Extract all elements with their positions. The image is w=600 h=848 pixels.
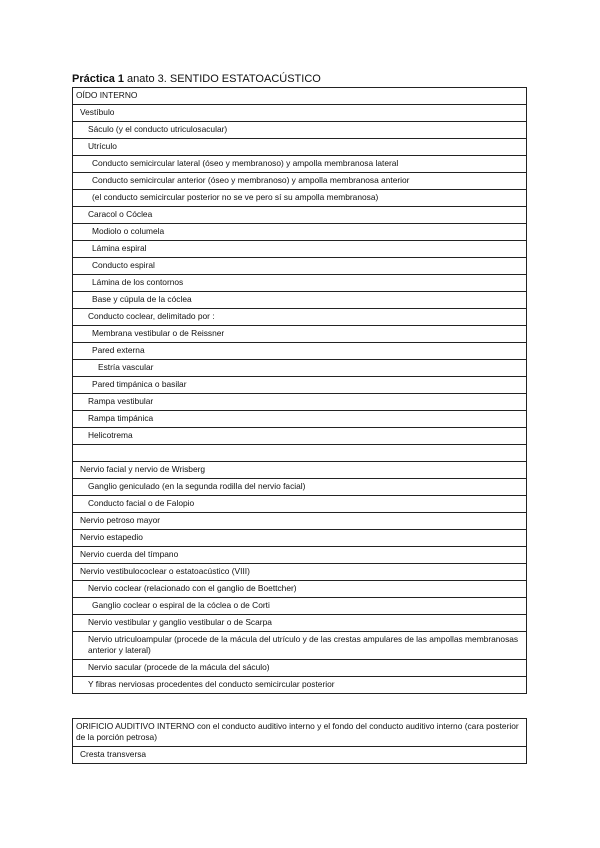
table-cell: Pared timpánica o basilar [73, 377, 527, 394]
table-row [73, 207, 527, 224]
table-row [73, 530, 527, 547]
table-cell: Membrana vestibular o de Reissner [73, 326, 527, 343]
table-row [73, 547, 527, 564]
table-cell: Ganglio geniculado (en la segunda rodilla del nervio facial) [73, 479, 527, 496]
table-cell: Vestíbulo [73, 105, 527, 122]
table-cell: Nervio vestibulococlear o estatoacústico (VIII) [73, 564, 527, 581]
table-cell: Lámina de los contornos [73, 275, 527, 292]
table-row [73, 326, 527, 343]
page-title [72, 72, 321, 86]
table-row [73, 445, 527, 462]
table-cell: Pared externa [73, 343, 527, 360]
table-cell: Ganglio coclear o espiral de la cóclea o de Corti [73, 598, 527, 615]
table-cell: Estría vascular [73, 360, 527, 377]
table-cell: Helicotrema [73, 428, 527, 445]
table-row [73, 660, 527, 677]
table-cell: ORIFICIO AUDITIVO INTERNO con el conducto auditivo interno y el fondo del conducto auditivo interno (cara posterior de la porción petrosa) [73, 719, 527, 747]
table-row [73, 394, 527, 411]
table-row [73, 581, 527, 598]
table-cell: Lámina espiral [73, 241, 527, 258]
table-row [73, 428, 527, 445]
table-cell: Base y cúpula de la cóclea [73, 292, 527, 309]
table-cell: Nervio coclear (relacionado con el ganglio de Boettcher) [73, 581, 527, 598]
table-row [73, 747, 527, 764]
table-cell: Nervio utriculoampular (procede de la mácula del utrículo y de las crestas ampulares de las ampollas membranosas anterior y lateral) [73, 632, 527, 660]
table-cell: Nervio petroso mayor [73, 513, 527, 530]
table-row [73, 496, 527, 513]
internal-auditory-orifice-table [72, 718, 527, 764]
table-cell: Nervio cuerda del tímpano [73, 547, 527, 564]
table-row [73, 156, 527, 173]
table-cell: Rampa timpánica [73, 411, 527, 428]
table-row [73, 309, 527, 326]
table-row [73, 564, 527, 581]
table-cell: Nervio estapedio [73, 530, 527, 547]
table-cell: Modiolo o columela [73, 224, 527, 241]
table-cell: OÍDO INTERNO [73, 88, 527, 105]
table-cell: (el conducto semicircular posterior no se ve pero sí su ampolla membranosa) [73, 190, 527, 207]
table-cell: Nervio vestibular y ganglio vestibular o de Scarpa [73, 615, 527, 632]
table-cell: Conducto facial o de Falopio [73, 496, 527, 513]
table-row [73, 122, 527, 139]
title-bold: Práctica 1 [72, 73, 124, 85]
table-row [73, 462, 527, 479]
table-row [73, 513, 527, 530]
table-row [73, 258, 527, 275]
table-row [73, 677, 527, 694]
table-cell: Nervio sacular (procede de la mácula del sáculo) [73, 660, 527, 677]
table-row [73, 598, 527, 615]
table-row [73, 224, 527, 241]
inner-ear-table [72, 87, 527, 694]
table-cell: Sáculo (y el conducto utriculosacular) [73, 122, 527, 139]
table-cell: Caracol o Cóclea [73, 207, 527, 224]
table-cell [73, 445, 527, 462]
table-cell: Utrículo [73, 139, 527, 156]
table-cell: Nervio facial y nervio de Wrisberg [73, 462, 527, 479]
table-row [73, 615, 527, 632]
table-row [73, 275, 527, 292]
table-row [73, 139, 527, 156]
table-cell: Conducto semicircular anterior (óseo y membranoso) y ampolla membranosa anterior [73, 173, 527, 190]
table-row [73, 479, 527, 496]
table-row [73, 190, 527, 207]
table-cell: Cresta transversa [73, 747, 527, 764]
table-row [73, 411, 527, 428]
table-row [73, 632, 527, 660]
table-cell: Y fibras nerviosas procedentes del conducto semicircular posterior [73, 677, 527, 694]
table-row [73, 88, 527, 105]
title-rest: anato 3. SENTIDO ESTATOACÚSTICO [127, 73, 321, 85]
table-cell: Conducto semicircular lateral (óseo y membranoso) y ampolla membranosa lateral [73, 156, 527, 173]
table-row [73, 377, 527, 394]
table-row [73, 173, 527, 190]
table-cell: Rampa vestibular [73, 394, 527, 411]
table-cell: Conducto espiral [73, 258, 527, 275]
table-row [73, 360, 527, 377]
table-row [73, 105, 527, 122]
table-row [73, 241, 527, 258]
table-row [73, 719, 527, 747]
table-cell: Conducto coclear, delimitado por : [73, 309, 527, 326]
table-row [73, 343, 527, 360]
table-row [73, 292, 527, 309]
